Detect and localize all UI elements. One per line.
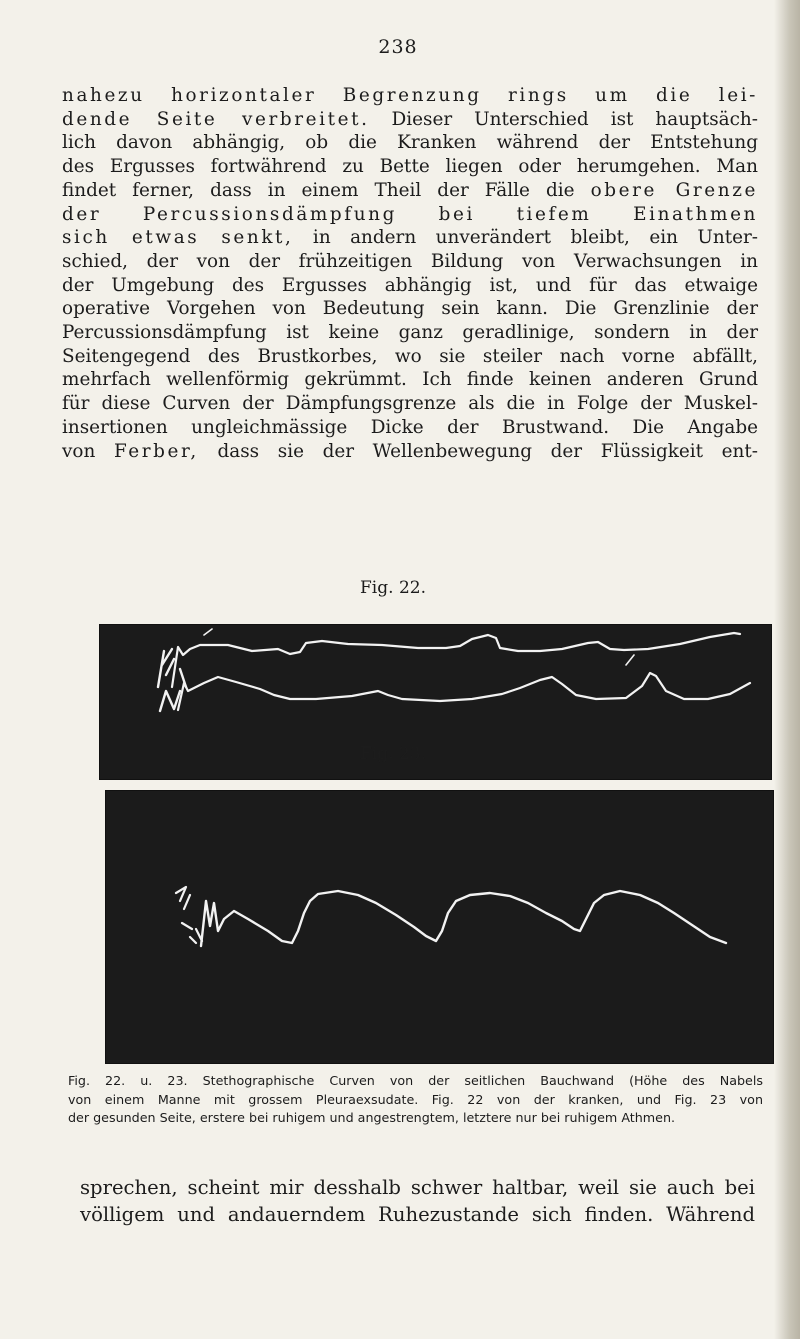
figure-caption xyxy=(68,1072,763,1128)
text-line xyxy=(62,440,758,464)
text-line: der Umgebung des Ergusses abhängig ist, und für das etwaige xyxy=(62,274,758,296)
text-run: von xyxy=(62,440,114,462)
paragraph-1 xyxy=(62,84,758,463)
text-line: völligem und andauerndem Ruhezustande sich finden. Während xyxy=(80,1202,755,1226)
caption-line: von einem Manne mit grossem Pleuraexsudate. Fig. 22 von der kranken, und Fig. 23 von xyxy=(68,1091,763,1107)
text-run: in andern unverändert bleibt, ein Unter- xyxy=(293,227,758,249)
caption-line: der gesunden Seite, erstere bei ruhigem und angestrengtem, letztere nur bei ruhigem Athmen. xyxy=(68,1110,676,1125)
figure-23-graphic xyxy=(106,791,773,1063)
text-line xyxy=(62,226,758,250)
text-line: insertionen ungleichmässige Dicke der Brustwand. Die Angabe xyxy=(62,416,758,438)
text-line: lich davon abhängig, ob die Kranken während der Entstehung xyxy=(62,132,758,154)
text-line xyxy=(62,84,758,108)
text-line: schied, der von der frühzeitigen Bildung von Verwachsungen in xyxy=(62,250,758,272)
text-line: sprechen, scheint mir desshalb schwer haltbar, weil sie auch bei xyxy=(80,1176,755,1199)
text-line: für diese Curven der Dämpfungsgrenze als die in Folge der Muskel- xyxy=(62,393,758,415)
figure-23-stethographic-trace xyxy=(105,790,774,1064)
emphasized-text: sich etwas senkt, xyxy=(62,227,294,249)
emphasized-text: nahezu horizontaler Begrenzung rings um die lei- xyxy=(62,85,758,106)
trace-line-lower xyxy=(178,673,750,710)
text-line: des Ergusses fortwährend zu Bette liegen oder herumgehen. Man xyxy=(62,156,758,178)
trace-mark xyxy=(176,887,202,943)
text-line: Seitengegend des Brustkorbes, wo sie steiler nach vorne abfällt, xyxy=(62,345,758,367)
caption-line: Fig. 22. u. 23. Stethographische Curven von der seitlichen Bauchwand (Höhe des Nabels xyxy=(68,1073,763,1088)
emphasized-text: dende Seite verbreitet. xyxy=(62,108,370,130)
text-line: operative Vorgehen von Bedeutung sein kann. Die Grenzlinie der xyxy=(62,298,758,320)
page-number: 238 xyxy=(378,36,418,58)
figure-23-label: Fig. 23. xyxy=(360,744,426,764)
trace-line xyxy=(201,891,726,946)
emphasized-text: Ferber, xyxy=(113,440,199,462)
text-line xyxy=(62,179,758,203)
text-run: dass sie der Wellenbewegung der Flüssigkeit ent- xyxy=(198,440,758,462)
paragraph-2 xyxy=(80,1175,755,1228)
emphasized-text: der Percussionsdämpfung bei tiefem Einathmen xyxy=(62,203,758,225)
emphasized-text: obere Grenze xyxy=(590,179,758,201)
text-line xyxy=(62,108,758,132)
text-run: Dieser Unterschied ist hauptsäch- xyxy=(369,108,758,130)
text-line: Percussionsdämpfung ist keine ganz geradlinige, sondern in der xyxy=(62,322,758,344)
text-line xyxy=(62,203,758,227)
trace-line-upper xyxy=(172,633,740,687)
text-line: mehrfach wellenförmig gekrümmt. Ich finde keinen anderen Grund xyxy=(62,369,758,391)
figure-22-label: Fig. 22. xyxy=(360,578,426,598)
text-run: findet ferner, dass in einem Theil der Fälle die xyxy=(62,179,591,201)
